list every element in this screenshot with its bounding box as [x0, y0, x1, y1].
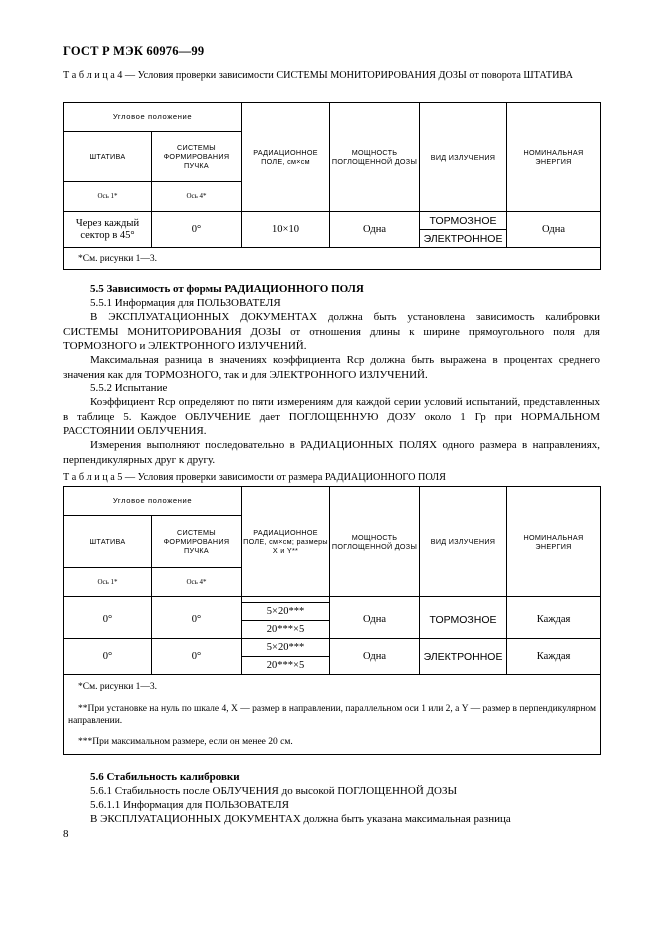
table5-col-system: СИСТЕМЫ ФОРМИРОВАНИЯ ПУЧКА: [152, 516, 242, 568]
table4-caption: Т а б л и ц а 4 — Условия проверки зависимости СИСТЕМЫ МОНИТОРИРОВАНИЯ ДОЗЫ от поворота ШТАТИВА: [63, 70, 573, 81]
table5-col-dose: МОЩНОСТЬ ПОГЛОЩЕННОЙ ДОЗЫ: [330, 487, 420, 597]
table5-row1-field1: 5×20***: [242, 603, 330, 621]
table5-col-stand: ШТАТИВА: [64, 516, 152, 568]
table4-cell-system: 0°: [152, 212, 242, 248]
table4-cell-type2: ЭЛЕКТРОННОЕ: [420, 230, 507, 248]
table4-cell-type1: ТОРМОЗНОЕ: [420, 212, 507, 230]
table5-row2-dose: Одна: [330, 639, 420, 675]
document-header: ГОСТ Р МЭК 60976—99: [63, 44, 205, 58]
section-5-5-2: 5.5.2 Испытание: [90, 382, 168, 394]
table5-note3: ***При максимальном размере, если он менее 20 см.: [64, 731, 601, 755]
table5-row1-system: 0°: [152, 603, 242, 639]
table4-axis1: Ось 1*: [64, 182, 152, 212]
page-number: 8: [63, 828, 69, 840]
table5-row2-stand: 0°: [64, 639, 152, 675]
table4-angle-header: Угловое положение: [64, 103, 242, 132]
table5-caption: Т а б л и ц а 5 — Условия проверки зависимости от размера РАДИАЦИОННОГО ПОЛЯ: [63, 472, 446, 483]
section-5-6-1-1: 5.6.1.1 Информация для ПОЛЬЗОВАТЕЛЯ: [90, 799, 289, 811]
table5-row1-field2: 20***×5: [242, 621, 330, 639]
table4-note: *См. рисунки 1—3.: [64, 248, 601, 270]
section-5-5-1: 5.5.1 Информация для ПОЛЬЗОВАТЕЛЯ: [90, 297, 281, 309]
table4-col-type: ВИД ИЗЛУЧЕНИЯ: [420, 103, 507, 212]
table4-cell-field: 10×10: [242, 212, 330, 248]
table4-cell-dose: Одна: [330, 212, 420, 248]
section-5-5-p1: В ЭКСПЛУАТАЦИОННЫХ ДОКУМЕНТАХ должна быть установлена зависимость калибровки СИСТЕМЫ МОНИТОРИРОВАНИЯ ДОЗЫ от отношения длины к ширине прямоугольного поля для ТОРМОЗНОГО и ЭЛЕКТРОННОГО ИЗЛУЧЕНИЙ.: [63, 311, 600, 352]
table5-axis4: Ось 4*: [152, 568, 242, 597]
section-5-5-p3: Коэффициент Rср определяют по пяти измерениям для каждой серии условий испытаний, представленных в таблице 5. Каждое ОБЛУЧЕНИЕ дает ПОГЛОЩЕННУЮ ДОЗУ около 1 Гр при НОРМАЛЬНОМ РАССТОЯНИИ ОБЛУЧЕНИЯ.: [63, 396, 600, 437]
table4-col-energy: НОМИНАЛЬНАЯ ЭНЕРГИЯ: [507, 103, 601, 212]
table5-angle-header: Угловое положение: [64, 487, 242, 516]
table4-col-field: РАДИАЦИОННОЕ ПОЛЕ, см×см: [242, 103, 330, 212]
table5-row2-type: ЭЛЕКТРОННОЕ: [420, 639, 507, 675]
table5-row2-field1: 5×20***: [242, 639, 330, 657]
table5-row2-field2: 20***×5: [242, 657, 330, 675]
table4-col-stand: ШТАТИВА: [64, 132, 152, 182]
table5-col-field: РАДИАЦИОННОЕ ПОЛЕ, см×см; размеры X и Y**: [242, 487, 330, 597]
section-5-6-title: 5.6 Стабильность калибровки: [90, 771, 240, 783]
table5-row1-type: ТОРМОЗНОЕ: [420, 603, 507, 639]
table5-col-energy: НОМИНАЛЬНАЯ ЭНЕРГИЯ: [507, 487, 601, 597]
table4: [63, 102, 601, 270]
section-5-5-p2: Максимальная разница в значениях коэффициента Rср должна быть выражена в процентах среднего значения как для ТОРМОЗНОГО, так и для ЭЛЕКТРОННОГО ИЗЛУЧЕНИЙ.: [63, 354, 600, 381]
table5-note1: *См. рисунки 1—3.: [64, 675, 601, 699]
table5-note2: **При установке на нуль по шкале 4, X — размер в направлении, параллельном оси 1 или 2, а Y — размер в перпендикулярном направлении.: [64, 699, 601, 731]
table5-col-type: ВИД ИЗЛУЧЕНИЯ: [420, 487, 507, 597]
section-5-5-p4: Измерения выполняют последовательно в РАДИАЦИОННЫХ ПОЛЯХ одного размера в направлениях, перпендикулярных друг к другу.: [63, 439, 600, 466]
table5-row2-energy: Каждая: [507, 639, 601, 675]
table5-row1-dose: Одна: [330, 603, 420, 639]
table4-col-dose: МОЩНОСТЬ ПОГЛОЩЕННОЙ ДОЗЫ: [330, 103, 420, 212]
table5: [63, 486, 601, 755]
table5-axis1: Ось 1*: [64, 568, 152, 597]
section-5-5-title: 5.5 Зависимость от формы РАДИАЦИОННОГО ПОЛЯ: [90, 283, 364, 295]
table5-row2-system: 0°: [152, 639, 242, 675]
table4-cell-stand: Через каждый сектор в 45°: [64, 212, 152, 248]
table4-col-system: СИСТЕМЫ ФОРМИРОВАНИЯ ПУЧКА: [152, 132, 242, 182]
section-5-6-1: 5.6.1 Стабильность после ОБЛУЧЕНИЯ до высокой ПОГЛОЩЕННОЙ ДОЗЫ: [90, 785, 458, 797]
table4-axis4: Ось 4*: [152, 182, 242, 212]
table5-row1-energy: Каждая: [507, 603, 601, 639]
section-5-6-p1: В ЭКСПЛУАТАЦИОННЫХ ДОКУМЕНТАХ должна быть указана максимальная разница: [90, 813, 511, 825]
table5-row1-stand: 0°: [64, 603, 152, 639]
table4-cell-energy: Одна: [507, 212, 601, 248]
